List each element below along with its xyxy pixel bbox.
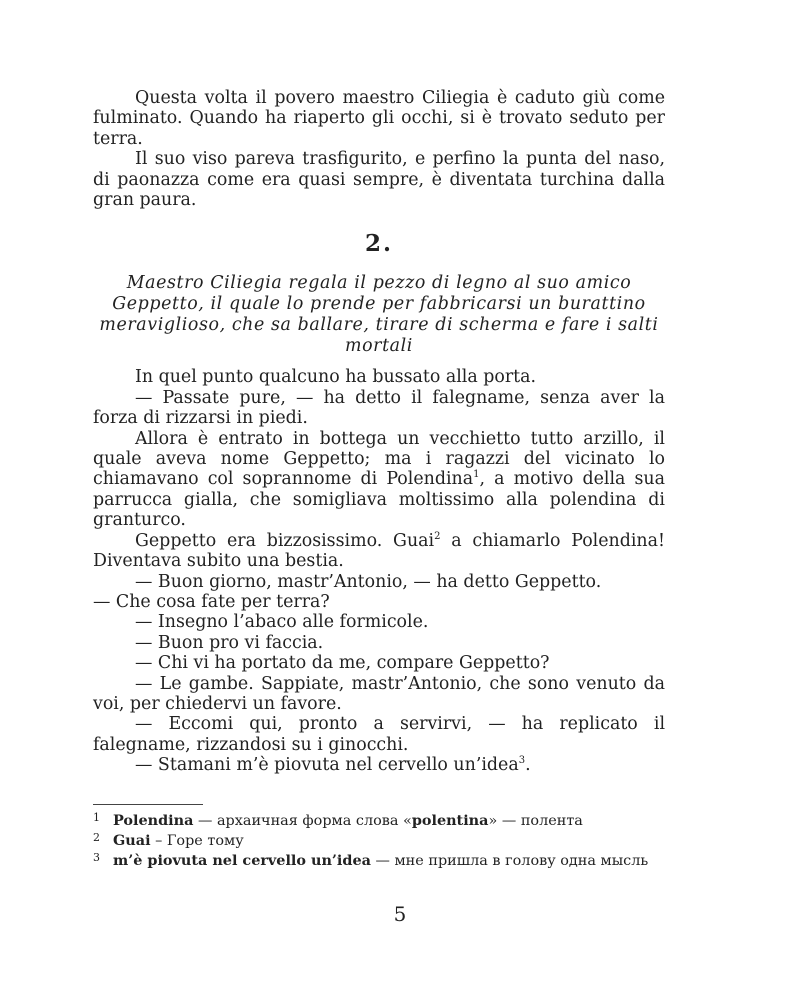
paragraph — [93, 531, 665, 572]
paragraph: — Passate pure, — ha detto il falegname, senza aver la forza di rizzarsi in piedi. — [93, 387, 665, 429]
paragraph: Il suo viso pareva trasfigurito, e perfino la punta del naso, di paonazza come era quasi sempre, è diventata turchina dalla gran paura. — [93, 149, 665, 211]
text-span: Geppetto era bizzosissimo. Guai — [135, 530, 435, 551]
footnote-text — [113, 831, 665, 851]
footnote-gloss: » — полента — [488, 812, 583, 829]
paragraph — [93, 429, 665, 531]
paragraph: — Eccomi qui, pronto a servirvi, — ha replicato il falegname, rizzandosi su i ginocchi. — [93, 714, 665, 755]
paragraph: — Che cosa fate per terra? — [93, 591, 330, 612]
footnote-2 — [93, 831, 665, 851]
footnote-term: Guai — [113, 831, 151, 849]
paragraph: — Buon giorno, mastr’Antonio, — ha detto Geppetto. — [135, 571, 602, 592]
chapter-summary: Maestro Ciliegia regala il pezzo di legno al suo amico Geppetto, il quale lo prende per fabbricarsi un burattino meraviglioso, che sa ballare, tirare di scherma e fare i salti mortali — [99, 273, 659, 357]
text-span: Allora è entrato in bottega un vecchietto tutto arzillo, il quale aveva nome Geppetto; ma i ragazzi del vicinato lo chiamavano col soprannome di Polendina — [93, 428, 665, 490]
footnote-gloss: — мне пришла в голову одна мысль — [370, 852, 649, 869]
text-span: a chiamarlo Polendina! Diventava subito una bestia. — [93, 530, 665, 572]
paragraph: — Buon pro vi faccia. — [135, 632, 324, 653]
footnote-3 — [93, 851, 665, 871]
text-span: . — [525, 755, 531, 776]
paragraph: — Chi vi ha portato da me, compare Geppetto? — [135, 653, 550, 674]
footnote-gloss: — архаичная форма слова « — [193, 812, 412, 829]
text-span: , a motivo della sua parrucca gialla, che somigliava moltissimo alla polendina di granturco. — [93, 469, 665, 531]
paragraph: — Le gambe. Sappiate, mastr’Antonio, che sono venuto da voi, per chiedervi un favore. — [93, 673, 665, 714]
book-page — [93, 88, 665, 871]
footnote-term: polentina — [411, 811, 489, 829]
paragraph: — Insegno l’abaco alle formicole. — [135, 612, 429, 633]
footnote-mark: 3 — [93, 850, 100, 864]
footnote-ref: 2 — [434, 530, 441, 542]
footnote-divider — [93, 804, 203, 805]
footnote-term: Polendina — [113, 811, 194, 829]
footnote-mark: 2 — [93, 830, 100, 844]
paragraph: Questa volta il povero maestro Ciliegia è caduto giù come fulminato. Quando ha riaperto gli occhi, si è trovato seduto per terra. — [93, 88, 665, 149]
footnote-text — [113, 811, 665, 831]
paragraph: In quel punto qualcuno ha bussato alla porta. — [135, 367, 537, 388]
footnote-mark: 1 — [93, 810, 100, 824]
page-number: 5 — [393, 902, 407, 926]
text-span: — Stamani m’è piovuta nel cervello un’idea — [135, 755, 519, 776]
footnote-gloss: – Горе тому — [150, 832, 244, 849]
footnote-text — [113, 851, 665, 871]
footnote-term: m’è piovuta nel cervello un’idea — [113, 851, 371, 869]
paragraph — [93, 755, 665, 775]
footnote-1 — [93, 811, 665, 831]
footnote-ref: 1 — [473, 469, 480, 481]
chapter-number: 2. — [364, 230, 393, 258]
footnote-ref: 3 — [518, 755, 526, 767]
